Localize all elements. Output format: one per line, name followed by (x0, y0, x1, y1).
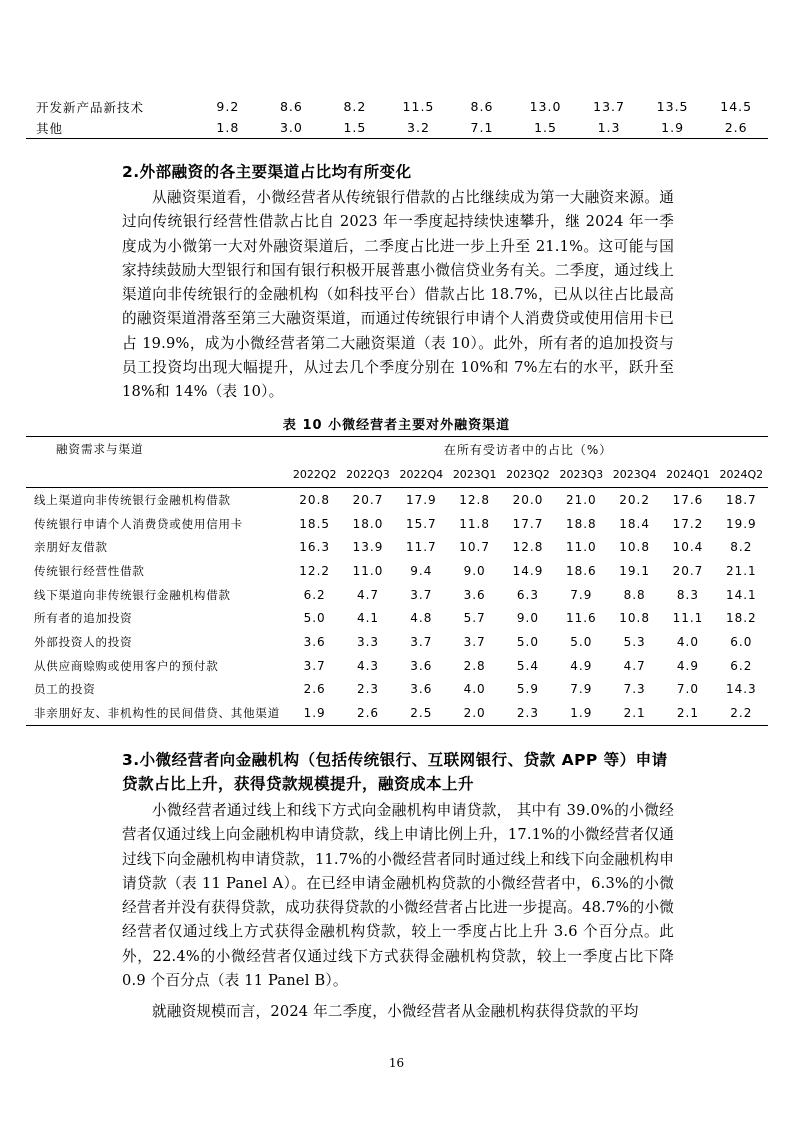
table-row (26, 630, 768, 654)
table-cell: 4.7 (623, 658, 646, 673)
table-cell: 4.0 (463, 682, 486, 697)
table-row (26, 117, 768, 138)
section-heading: 2.外部融资的各主要渠道占比均有所变化 (122, 163, 412, 181)
table-cell: 2.2 (730, 706, 753, 721)
row-label: 线上渠道向非传统银行金融机构借款 (34, 492, 231, 507)
section-heading: 3.小微经营者向金融机构（包括传统银行、互联网银行、贷款 APP 等）申请 (122, 751, 668, 769)
corner-label: 融资需求与渠道 (56, 442, 144, 456)
table-cell: 5.4 (516, 658, 540, 673)
table-cell: 1.3 (597, 120, 621, 135)
table-cell: 1.9 (303, 706, 326, 721)
table-cell: 12.8 (459, 492, 490, 507)
table-cell: 11.0 (352, 563, 384, 578)
table-cell: 6.2 (730, 658, 753, 673)
table-cell: 11.5 (402, 99, 435, 114)
table-cell: 11.8 (459, 516, 490, 531)
table-row (26, 488, 768, 512)
table-cell: 10.8 (619, 611, 650, 626)
column-header: 2024Q2 (719, 467, 764, 481)
table-cell: 4.9 (570, 658, 593, 673)
table-cell: 8.8 (623, 587, 646, 602)
table-cell: 5.0 (516, 634, 540, 649)
table-cell: 19.9 (725, 516, 757, 531)
table-cell: 20.7 (672, 563, 704, 578)
table-cell: 2.1 (676, 706, 699, 721)
table-row (26, 701, 768, 725)
table-row (26, 678, 768, 702)
table-cell: 7.1 (470, 120, 494, 135)
table-cell: 2.6 (724, 120, 748, 135)
table-cell: 3.0 (279, 120, 303, 135)
table-cell: 18.7 (725, 492, 757, 507)
table-cell: 2.3 (516, 706, 540, 721)
table-cell: 5.0 (570, 634, 593, 649)
table-cell: 21.1 (725, 563, 757, 578)
table-cell: 6.0 (730, 634, 753, 649)
row-label: 开发新产品新技术 (36, 99, 145, 115)
column-header: 2023Q4 (612, 467, 657, 481)
table-cell: 8.6 (279, 99, 303, 114)
table-cell: 17.9 (405, 492, 437, 507)
table-cell: 18.4 (619, 516, 650, 531)
table-cell: 3.7 (410, 634, 433, 649)
table-cell: 2.5 (410, 706, 433, 721)
row-label: 其他 (36, 120, 64, 136)
table-bottom-rule (26, 725, 768, 726)
table-cell: 8.2 (343, 99, 367, 114)
table-cell: 9.2 (216, 99, 240, 114)
body-paragraph: 从融资渠道看，小微经营者从传统银行借款的占比继续成为第一大融资来源。通过向传统银行经营性借款占比自 2023 年一季度起持续快速攀升，继 2024 年一季度成为小微第一大对外融资渠道后，二季度占比进一步上升至 21.1%。这可能与国家持续鼓励大型银行和国有银行积极开展普惠小微信贷业务有关。二季度，通过线上渠道向非传统银行的金融机构（如科技平台）借款占比 18.7%，已从以往占比最高的融资渠道滑落至第三大融资渠道，而通过传统银行申请个人消费贷或使用信用卡已占 19.9%，成为小微经营者第二大融资渠道（表 10）。此外，所有者的追加投资与员工投资均出现大幅提升，从过去几个季度分别在 10%和 7%左右的水平，跃升至 18%和 14%（表 10）。 (122, 189, 674, 401)
table-cell: 18.0 (352, 516, 384, 531)
table-cell: 6.2 (303, 587, 326, 602)
table-cell: 11.7 (405, 540, 437, 555)
table-cell: 14.9 (512, 563, 544, 578)
table-cell: 18.2 (725, 611, 757, 626)
table-cell: 20.0 (512, 492, 544, 507)
table-cell: 3.7 (410, 587, 433, 602)
table-cell: 2.6 (303, 682, 326, 697)
table-cell: 2.3 (356, 682, 380, 697)
table-row (26, 606, 768, 630)
table-cell: 18.6 (565, 563, 597, 578)
table-cell: 2.0 (463, 706, 486, 721)
table-cell: 14.5 (720, 99, 753, 114)
table-cell: 7.9 (570, 682, 593, 697)
table-row (26, 512, 768, 536)
body-paragraph: 就融资规模而言，2024 年二季度，小微经营者从金融机构获得贷款的平均 (152, 1003, 639, 1020)
table-cell: 4.0 (676, 634, 699, 649)
table-cell: 8.6 (470, 99, 494, 114)
row-label: 非亲朋好友、非机构性的民间借贷、其他渠道 (34, 706, 280, 721)
table-cell: 7.0 (676, 682, 699, 697)
table-cell: 11.6 (565, 611, 597, 626)
table-cell: 1.9 (661, 120, 685, 135)
table-cell: 4.8 (410, 611, 433, 626)
table-cell: 4.1 (356, 611, 380, 626)
table-cell: 3.7 (303, 658, 326, 673)
table-cell: 5.3 (623, 634, 646, 649)
table-cell: 1.5 (343, 120, 367, 135)
table-cell: 17.7 (512, 516, 544, 531)
table-cell: 20.8 (299, 492, 331, 507)
table-cell: 2.8 (463, 658, 486, 673)
table-cell: 3.3 (356, 634, 380, 649)
table-cell: 20.7 (352, 492, 384, 507)
row-label: 外部投资人的投资 (34, 634, 133, 649)
column-header: 2022Q2 (292, 467, 337, 481)
row-label: 传统银行申请个人消费贷或使用信用卡 (34, 516, 244, 531)
row-label: 员工的投资 (34, 682, 96, 697)
table-row (26, 654, 768, 678)
table-row (26, 96, 768, 117)
table-cell: 12.2 (299, 563, 331, 578)
column-header: 2022Q3 (346, 467, 390, 481)
table-cell: 13.7 (593, 99, 625, 114)
body-paragraph: 小微经营者通过线上和线下方式向金融机构申请贷款， 其中有 39.0%的小微经营者仅通过线上向金融机构申请贷款，线上申请比例上升，17.1%的小微经营者仅通过线下向金融机构申请贷款，11.7%的小微经营者同时通过线上和线下向金融机构申请贷款（表 11 Panel A）。在已经申请金融机构贷款的小微经营者中，6.3%的小微经营者并没有获得贷款，成功获得贷款的小微经营者占比进一步提高。48.7%的小微经营者仅通过线上方式获得金融机构贷款，较上一季度占比上升 3.6 个百分点。此外，22.4%的小微经营者仅通过线下方式获得金融机构贷款，较上一季度占比下降 0.9 个百分点（表 11 Panel B）。 (122, 802, 674, 990)
table-cell: 20.2 (619, 492, 650, 507)
row-label: 从供应商赊购或使用客户的预付款 (34, 658, 219, 673)
table-caption: 表 10 小微经营者主要对外融资渠道 (282, 418, 511, 433)
table-cell: 7.9 (570, 587, 593, 602)
column-header: 2023Q3 (559, 467, 604, 481)
table-cell: 3.6 (410, 658, 433, 673)
column-header: 2022Q4 (399, 467, 444, 481)
column-header: 2023Q2 (506, 467, 550, 481)
table-cell: 8.2 (730, 540, 753, 555)
table-cell: 2.1 (623, 706, 646, 721)
table-cell: 1.5 (534, 120, 557, 135)
table-cell: 6.3 (516, 587, 540, 602)
table-cell: 13.0 (529, 99, 562, 114)
table-cell: 2.6 (356, 706, 380, 721)
column-header: 2024Q1 (666, 467, 710, 481)
section-heading: 贷款占比上升，获得贷款规模提升，融资成本上升 (122, 775, 475, 793)
table-cell: 5.0 (303, 611, 326, 626)
table-cell: 17.6 (672, 492, 704, 507)
table-cell: 1.9 (570, 706, 593, 721)
table-cell: 8.3 (676, 587, 699, 602)
table-cell: 10.4 (672, 540, 704, 555)
table-cell: 14.1 (725, 587, 757, 602)
table-cell: 13.9 (352, 540, 384, 555)
table-cell: 3.6 (410, 682, 433, 697)
column-header: 2023Q1 (452, 467, 497, 481)
table-cell: 3.6 (463, 587, 486, 602)
table-cell: 10.8 (619, 540, 650, 555)
table-cell: 15.7 (405, 516, 437, 531)
table-cell: 14.3 (725, 682, 757, 697)
table-cell: 9.0 (516, 611, 540, 626)
table-cell: 1.8 (216, 120, 240, 135)
table-bottom-rule (26, 138, 768, 139)
table-cell: 17.2 (672, 516, 704, 531)
table-cell: 10.7 (459, 540, 490, 555)
table-cell: 5.7 (463, 611, 486, 626)
table-cell: 18.5 (299, 516, 331, 531)
row-label: 传统银行经营性借款 (34, 563, 145, 578)
table-10 (26, 437, 768, 725)
table-cell: 4.7 (356, 587, 380, 602)
table-cell: 12.8 (512, 540, 544, 555)
top-table (26, 96, 768, 138)
table-row (26, 583, 768, 607)
table-cell: 9.4 (410, 563, 433, 578)
table-cell: 4.9 (676, 658, 699, 673)
group-header: 在所有受访者中的占比（%） (443, 442, 613, 457)
row-label: 线下渠道向非传统银行金融机构借款 (34, 587, 231, 602)
table-cell: 4.3 (356, 658, 380, 673)
table-cell: 3.6 (303, 634, 326, 649)
table-cell: 3.7 (463, 634, 486, 649)
table-cell: 19.1 (619, 563, 650, 578)
table-cell: 13.5 (656, 99, 689, 114)
table-cell: 11.0 (565, 540, 597, 555)
table-row (26, 535, 768, 559)
table-cell: 11.1 (672, 611, 704, 626)
table-cell: 9.0 (463, 563, 486, 578)
table-cell: 5.9 (516, 682, 540, 697)
table-cell: 18.8 (565, 516, 597, 531)
table-cell: 21.0 (565, 492, 597, 507)
table-header-row (26, 437, 768, 461)
table-cell: 16.3 (299, 540, 331, 555)
table-cell: 7.3 (623, 682, 646, 697)
row-label: 亲朋好友借款 (34, 540, 108, 555)
row-label: 所有者的追加投资 (34, 611, 133, 626)
table-header-row (26, 461, 768, 488)
table-cell: 3.2 (407, 120, 430, 135)
page-number: 16 (388, 1056, 405, 1070)
table-row (26, 559, 768, 583)
